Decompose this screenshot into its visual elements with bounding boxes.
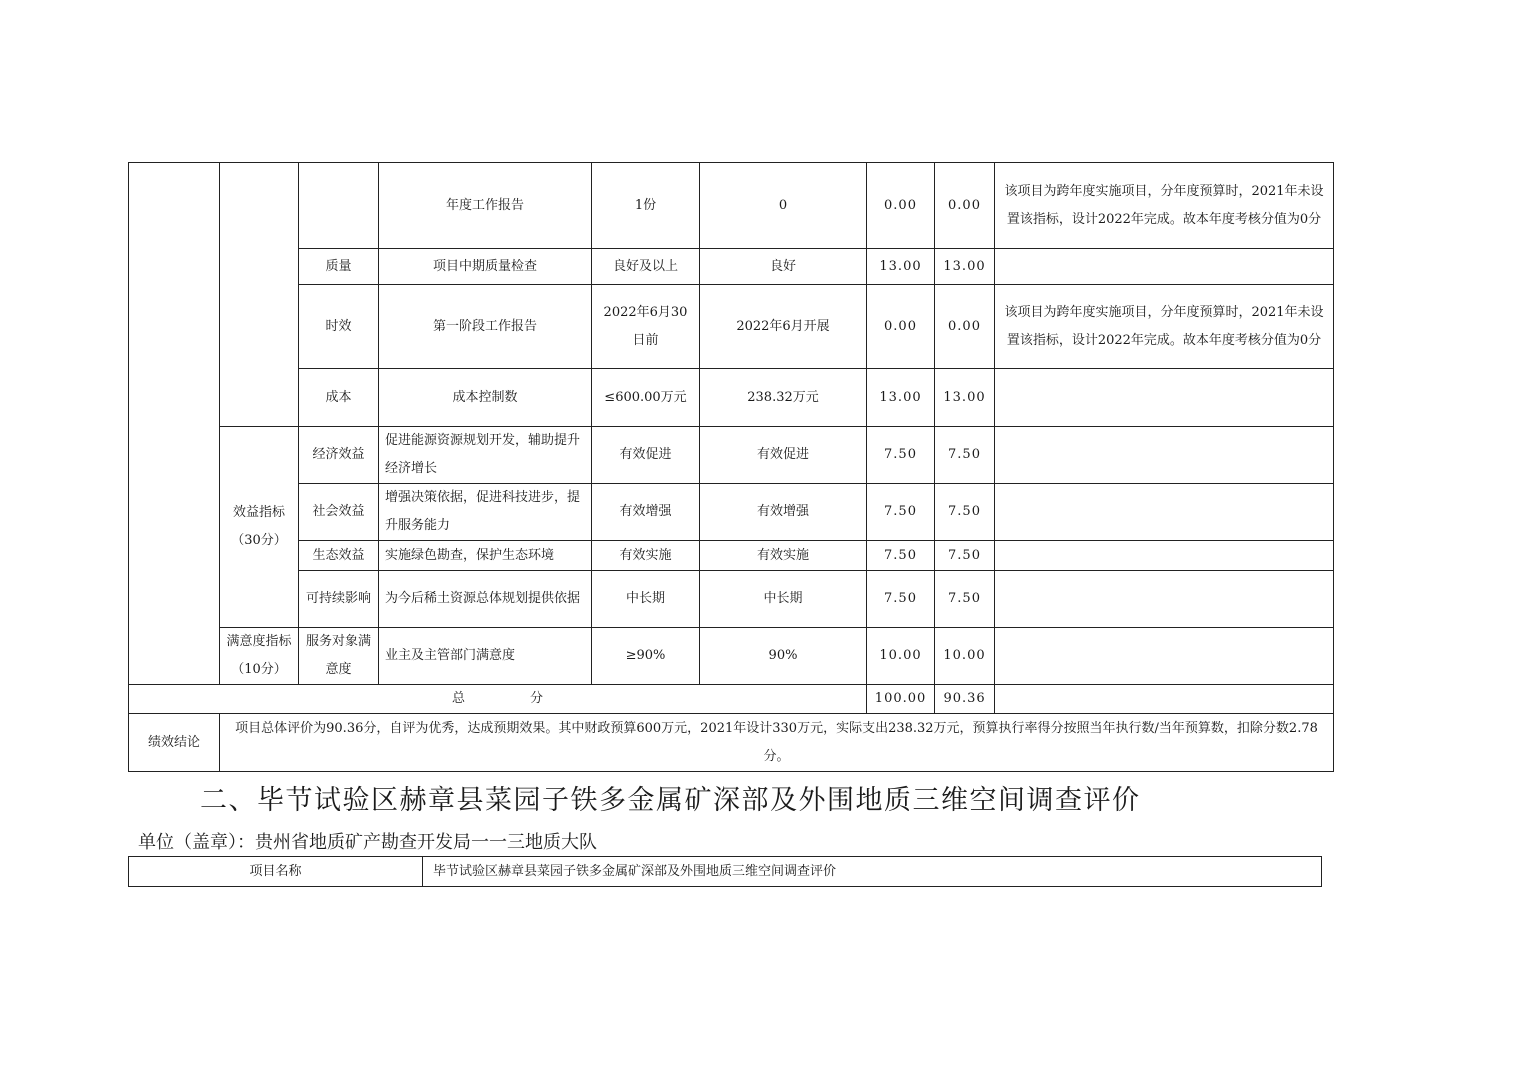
weight-cell: 0.00 (867, 163, 935, 249)
score-cell: 7.50 (935, 571, 995, 628)
actual-cell: 238.32万元 (700, 369, 867, 427)
weight-cell: 7.50 (867, 427, 935, 484)
conclusion-row (129, 714, 1334, 772)
target-cell: 1份 (592, 163, 700, 249)
actual-cell: 有效增强 (700, 484, 867, 541)
conclusion-text: 项目总体评价为90.36分，自评为优秀，达成预期效果。其中财政预算600万元，2021年设计330万元，实际支出238.32万元，预算执行率得分按照当年执行数/当年预算数，扣除分数2.78分。 (220, 714, 1334, 772)
actual-cell: 良好 (700, 249, 867, 285)
actual-cell: 中长期 (700, 571, 867, 628)
score-cell: 7.50 (935, 484, 995, 541)
conclusion-label: 绩效结论 (129, 714, 220, 772)
performance-table (128, 162, 1334, 685)
unit-line: 单位（盖章）：贵州省地质矿产勘查开发局一一三地质大队 (138, 832, 597, 853)
total-label: 总 分 (129, 685, 867, 714)
total-score: 90.36 (935, 685, 995, 714)
note-cell (995, 484, 1334, 541)
indicator-cell: 社会效益 (299, 484, 379, 541)
satisfaction-category-cell: 满意度指标（10分） (220, 628, 299, 685)
table-row (129, 249, 1334, 285)
weight-cell: 13.00 (867, 249, 935, 285)
target-cell: 有效实施 (592, 541, 700, 571)
score-cell: 13.00 (935, 249, 995, 285)
indicator-cell: 服务对象满意度 (299, 628, 379, 685)
note-cell (995, 369, 1334, 427)
table-row (129, 571, 1334, 628)
indicator-cell (299, 163, 379, 249)
total-weight: 100.00 (867, 685, 935, 714)
weight-cell: 0.00 (867, 285, 935, 369)
target-cell: 中长期 (592, 571, 700, 628)
total-row (129, 685, 1334, 714)
score-cell: 7.50 (935, 427, 995, 484)
item-cell: 实施绿色勘查，保护生态环境 (379, 541, 592, 571)
item-cell: 成本控制数 (379, 369, 592, 427)
indicator-cell: 成本 (299, 369, 379, 427)
table-row (129, 285, 1334, 369)
table-row (129, 484, 1334, 541)
note-cell (995, 541, 1334, 571)
project-name-label: 项目名称 (129, 857, 423, 887)
project-name-row (129, 857, 1322, 887)
second-level-cell (220, 163, 299, 427)
score-cell: 0.00 (935, 163, 995, 249)
weight-cell: 7.50 (867, 571, 935, 628)
note-cell (995, 249, 1334, 285)
actual-cell: 0 (700, 163, 867, 249)
item-cell: 第一阶段工作报告 (379, 285, 592, 369)
score-cell: 7.50 (935, 541, 995, 571)
actual-cell: 90% (700, 628, 867, 685)
target-cell: 有效促进 (592, 427, 700, 484)
actual-cell: 有效实施 (700, 541, 867, 571)
indicator-cell: 质量 (299, 249, 379, 285)
table-row (129, 369, 1334, 427)
section-heading: 二、毕节试验区赫章县菜园子铁多金属矿深部及外围地质三维空间调查评价 (200, 785, 1141, 816)
note-cell (995, 628, 1334, 685)
item-cell: 项目中期质量检查 (379, 249, 592, 285)
item-cell: 年度工作报告 (379, 163, 592, 249)
table-row (129, 163, 1334, 249)
table-row (129, 541, 1334, 571)
score-cell: 10.00 (935, 628, 995, 685)
note-cell (995, 427, 1334, 484)
project-name-value: 毕节试验区赫章县菜园子铁多金属矿深部及外围地质三维空间调查评价 (423, 857, 1322, 887)
item-cell: 业主及主管部门满意度 (379, 628, 592, 685)
indicator-cell: 时效 (299, 285, 379, 369)
indicator-cell: 经济效益 (299, 427, 379, 484)
actual-cell: 有效促进 (700, 427, 867, 484)
table-row (129, 427, 1334, 484)
score-cell: 0.00 (935, 285, 995, 369)
item-cell: 增强决策依据，促进科技进步，提升服务能力 (379, 484, 592, 541)
actual-cell: 2022年6月开展 (700, 285, 867, 369)
note-cell: 该项目为跨年度实施项目，分年度预算时，2021年未设置该指标，设计2022年完成。故本年度考核分值为0分 (995, 285, 1334, 369)
table-row (129, 628, 1334, 685)
indicator-cell: 生态效益 (299, 541, 379, 571)
benefit-category-cell: 效益指标（30分） (220, 427, 299, 628)
weight-cell: 10.00 (867, 628, 935, 685)
item-cell: 为今后稀土资源总体规划提供依据 (379, 571, 592, 628)
score-cell: 13.00 (935, 369, 995, 427)
project-name-table (128, 856, 1322, 887)
summary-table (128, 684, 1334, 772)
target-cell: ≤600.00万元 (592, 369, 700, 427)
target-cell: 有效增强 (592, 484, 700, 541)
first-level-cell (129, 163, 220, 685)
indicator-cell: 可持续影响 (299, 571, 379, 628)
target-cell: ≥90% (592, 628, 700, 685)
note-cell (995, 571, 1334, 628)
weight-cell: 7.50 (867, 541, 935, 571)
total-note (995, 685, 1334, 714)
item-cell: 促进能源资源规划开发，辅助提升经济增长 (379, 427, 592, 484)
weight-cell: 13.00 (867, 369, 935, 427)
target-cell: 2022年6月30日前 (592, 285, 700, 369)
note-cell: 该项目为跨年度实施项目，分年度预算时，2021年未设置该指标，设计2022年完成。故本年度考核分值为0分 (995, 163, 1334, 249)
weight-cell: 7.50 (867, 484, 935, 541)
target-cell: 良好及以上 (592, 249, 700, 285)
